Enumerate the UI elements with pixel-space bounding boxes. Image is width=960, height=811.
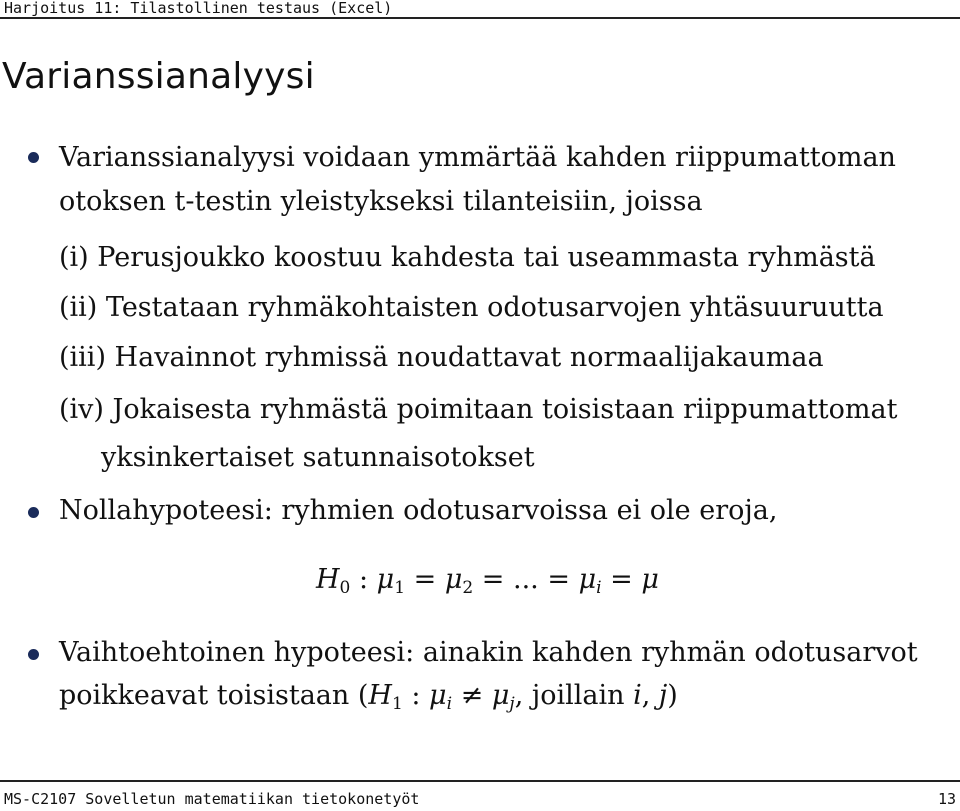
bullet3-line1: Vaihtoehtoinen hypoteesi: ainakin kahden ryhmän odotusarvot xyxy=(59,637,918,668)
slide-header: Harjoitus 11: Tilastollinen testaus (Excel) xyxy=(4,0,393,17)
bullet1-line2: otoksen t-testin yleistykseksi tilanteisiin, joissa xyxy=(59,186,703,217)
footer-rule xyxy=(0,780,960,782)
item-iv-line1: (iv) Jokaisesta ryhmästä poimitaan toisistaan riippumattomat xyxy=(59,394,898,425)
null-hypothesis-formula: $H_0$ : $\mu_1 = \mu_2$ = ... = $\mu_i = \mu$ xyxy=(316,564,659,598)
bullet-icon xyxy=(28,649,39,660)
bullet-icon xyxy=(28,152,39,163)
slide-title: Varianssianalyysi xyxy=(2,56,315,97)
bullet2-text: Nollahypoteesi: ryhmien odotusarvoissa ei ole eroja, xyxy=(59,495,778,526)
item-i: (i) Perusjoukko koostuu kahdesta tai useammasta ryhmästä xyxy=(59,242,876,273)
item-iv-line2: yksinkertaiset satunnaisotokset xyxy=(101,442,535,473)
page-number: 13 xyxy=(937,790,956,808)
item-iii: (iii) Havainnot ryhmissä noudattavat normaalijakaumaa xyxy=(59,342,824,373)
bullet1-line1: Varianssianalyysi voidaan ymmärtää kahden riippumattoman xyxy=(59,142,896,173)
header-rule xyxy=(0,17,960,19)
bullet3-line2: poikkeavat toisistaan ($H_1$ : $\mu_i \ne \mu_j$, joillain i, j) xyxy=(59,680,678,714)
item-ii: (ii) Testataan ryhmäkohtaisten odotusarvojen yhtäsuuruutta xyxy=(59,292,884,323)
footer-course: MS-C2107 Sovelletun matematiikan tietokonetyöt xyxy=(4,790,420,808)
bullet-icon xyxy=(28,507,39,518)
